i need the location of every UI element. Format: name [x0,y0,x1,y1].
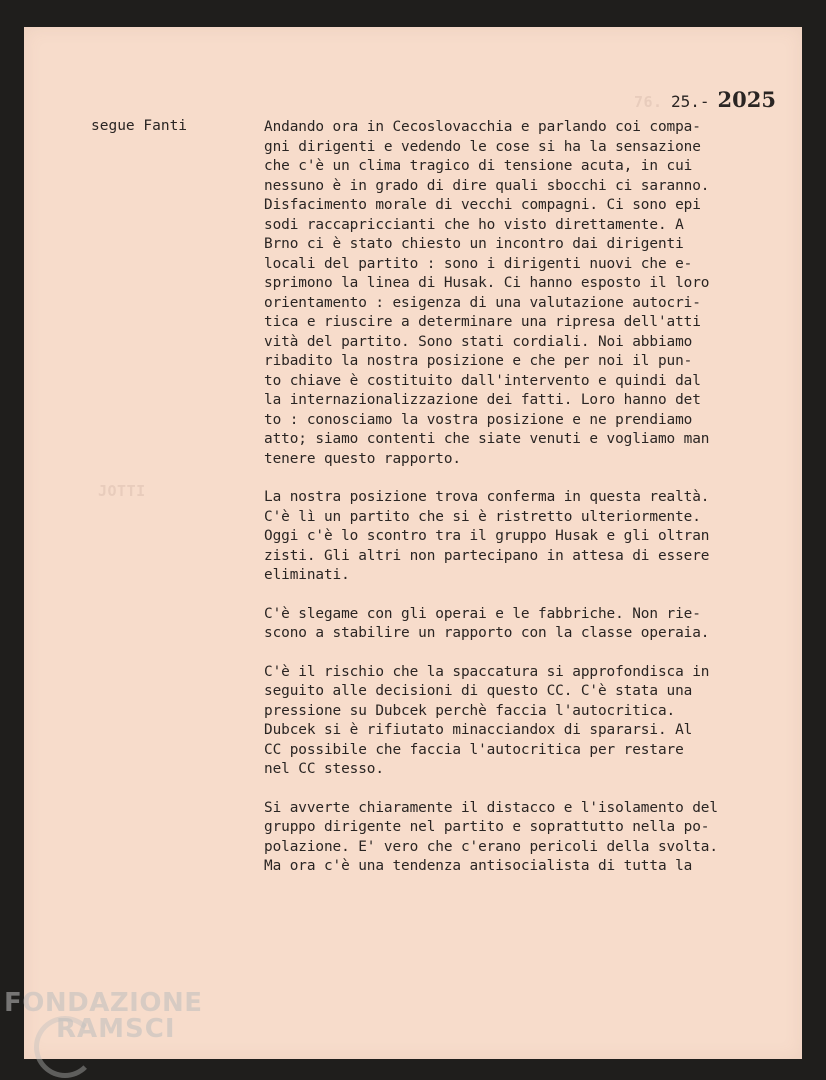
page-number-small: 25.- [671,92,710,111]
bleed-through-text: 76. [634,93,663,111]
bleed-through-text: JOTTI [98,482,146,500]
paragraph: C'è il rischio che la spaccatura si approfondisca in seguito alle decisioni di questo CC. C'è stata una pressione su Dubcek perchè faccia l'autocritica. Dubcek si è rifiutato minacciandox di spararsi. Al CC possibile che faccia l'autocritica per restare nel CC stesso. [264,663,710,777]
watermark [4,988,202,1044]
watermark-line-1: FONDAZIONE [4,988,203,1018]
document-body [264,118,764,896]
paragraph: Andando ora in Cecoslovacchia e parlando coi compa- gni dirigenti e vedendo le cose si ha la sensazione che c'è un clima tragico di tensione acuta, in cui nessuno è in grado di dire quali sbocchi ci saranno. Disfacimento morale di vecchi compagni. Ci sono epi sodi raccapriccianti che ho visto direttamente. A Brno ci è stato chiesto un incontro dai dirigenti locali del partito : sono i dirigenti nuovi che e- sprimono la linea di Husak. Ci hanno esposto il loro orientamento : esigenza di una valutazione autocri- tica e riuscire a determinare una ripresa dell'atti vità del partito. Sono stati cordiali. Noi abbiamo ribadito la nostra posizione e che per noi il pun- to chiave è costituito dall'intervento e quindi dal la internazionalizzazione dei fatti. Loro hanno det to : conosciamo la vostra posizione e ne prendiamo atto; siamo contenti che siate venuti e vogliamo man tenere questo rapporto. [264,119,710,467]
page-number [671,87,776,112]
paragraph: C'è slegame con gli operai e le fabbriche. Non rie- scono a stabilire un rapporto con la classe operaia. [264,605,710,641]
watermark-line-2: RAMSCI [56,1014,176,1044]
paragraph: Si avverte chiaramente il distacco e l'isolamento del gruppo dirigente nel partito e soprattutto nella po- polazione. E' vero che c'erano pericoli della svolta. Ma ora c'è una tendenza antisocialista di tutta la [264,799,718,874]
paragraph: La nostra posizione trova conferma in questa realtà. C'è lì un partito che si è ristretto ulteriormente. Oggi c'è lo scontro tra il gruppo Husak e gli oltran zisti. Gli altri non partecipano in attesa di essere eliminati. [264,489,710,583]
speaker-label: segue Fanti [91,118,188,134]
page-number-stamp: 2025 [717,87,776,112]
